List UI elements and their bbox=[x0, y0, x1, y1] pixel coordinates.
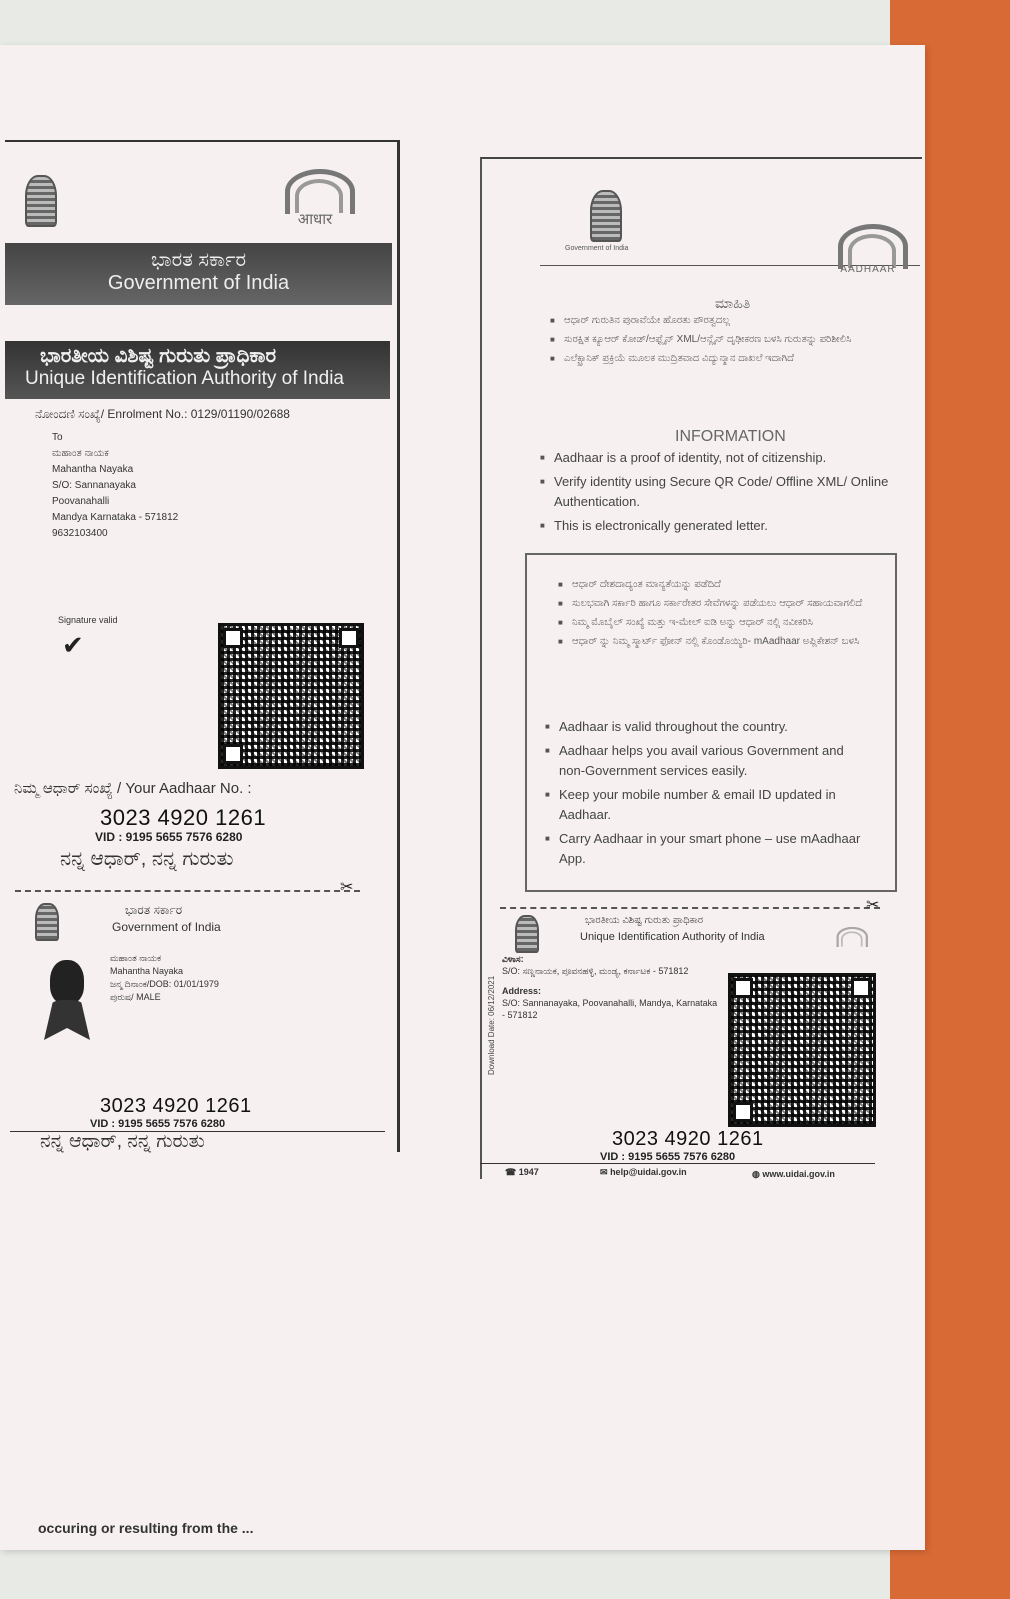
national-emblem-icon bbox=[590, 190, 622, 242]
info-kannada-list bbox=[550, 313, 880, 370]
address-line: ಮಹಾಂತ ನಾಯಕ bbox=[52, 448, 109, 459]
address-line: S/O: Sannanayaka bbox=[52, 480, 136, 491]
tagline: ನನ್ನ ಆಧಾರ್, ನನ್ನ ಗುರುತು bbox=[60, 848, 234, 870]
lower-uidai-kannada: ಭಾರತೀಯ ವಿಶಿಷ್ಟ ಗುರುತು ಪ್ರಾಧಿಕಾರ bbox=[585, 915, 704, 926]
lower-aadhaar-number: 3023 4920 1261 bbox=[100, 1095, 252, 1117]
aadhaar-watermark-icon bbox=[832, 925, 868, 946]
list-item: ■ Aadhaar is a proof of identity, not of citizenship. bbox=[540, 448, 915, 468]
list-item: ■ Carry Aadhaar in your smart phone – use mAadhaar App. bbox=[545, 829, 865, 869]
back-address bbox=[502, 953, 722, 1021]
qr-code bbox=[728, 973, 876, 1127]
holder-line: Mahantha Nayaka bbox=[110, 966, 184, 976]
address-line: Mahantha Nayaka bbox=[52, 464, 134, 475]
scissors-icon: ✂ bbox=[866, 897, 880, 914]
footer-email bbox=[600, 1167, 687, 1178]
aadhaar-number: 3023 4920 1261 bbox=[100, 805, 267, 830]
uidai-banner bbox=[5, 341, 390, 399]
aadhaar-logo-icon bbox=[828, 220, 908, 275]
aadhaar-logo-icon bbox=[275, 165, 355, 228]
national-emblem-icon bbox=[35, 903, 59, 941]
list-item: ■ ಸುಲಭವಾಗಿ ಸರ್ಕಾರಿ ಹಾಗೂ ಸರ್ಕಾರೇತರ ಸೇವೆಗಳನ್ನು ಪಡೆಯಲು ಆಧಾರ್ ಸಹಾಯವಾಗಲಿದೆ bbox=[558, 596, 878, 611]
cut-line bbox=[15, 890, 360, 892]
info-kannada-title: ಮಾಹಿತಿ bbox=[715, 295, 751, 311]
list-item: ■ ಆಧಾರ್ ಗುರುತಿನ ಪುರಾವೆಯೇ ಹೊರತು ಪೌರತ್ವದಲ್ಲ bbox=[550, 313, 880, 328]
information-list bbox=[540, 448, 915, 540]
list-item: ■ Keep your mobile number & email ID updated in Aadhaar. bbox=[545, 785, 865, 825]
lower-uidai-english: Unique Identification Authority of India bbox=[580, 931, 765, 943]
national-emblem-icon bbox=[515, 915, 539, 953]
address-line: Poovanahalli bbox=[52, 496, 110, 507]
holder-photo bbox=[40, 960, 92, 1042]
holder-line: ಜನ್ಮ ದಿನಾಂಕ/DOB: 01/01/1979 bbox=[110, 979, 219, 989]
benefits-kannada-list bbox=[558, 577, 878, 653]
aadhaar-logo-text: AADHAAR bbox=[840, 264, 896, 275]
footer-web bbox=[752, 1169, 835, 1180]
holder-line: ಮಹಾಂತ ನಾಯಕ bbox=[110, 953, 162, 963]
footer-phone bbox=[505, 1167, 539, 1178]
list-item: ■ ಆಧಾರ್ ದೇಶದಾದ್ಯಂತ ಮಾನ್ಯತೆಯನ್ನು ಪಡೆದಿದೆ bbox=[558, 577, 878, 592]
footer-email-address: help@uidai.gov.in bbox=[610, 1167, 687, 1177]
qr-code bbox=[218, 623, 364, 769]
government-banner bbox=[5, 243, 392, 305]
scissors-icon: ✂ bbox=[340, 879, 354, 896]
lower-gov-english: Government of India bbox=[112, 920, 221, 934]
list-item: ■ ಎಲೆಕ್ಟ್ರಾನಿಕ್ ಪ್ರಕ್ರಿಯೆ ಮೂಲಕ ಮುದ್ರಿತವಾದ ವಿದ್ಯುನ್ಮಾನ ದಾಖಲೆ ಇದಾಗಿದೆ bbox=[550, 351, 880, 366]
vid-number: VID : 9195 5655 7576 6280 bbox=[95, 830, 243, 844]
back-vid-number: VID : 9195 5655 7576 6280 bbox=[600, 1151, 736, 1163]
footer-phone-number: 1947 bbox=[518, 1167, 539, 1177]
national-emblem-icon bbox=[25, 175, 57, 227]
bottom-cutoff-text: occuring or resulting from the ... bbox=[38, 1520, 254, 1536]
lower-vid-number: VID : 9195 5655 7576 6280 bbox=[90, 1118, 226, 1130]
document-page bbox=[0, 45, 925, 1550]
list-item: ■ ಸುರಕ್ಷಿತ ಕ್ಯೂಆರ್ ಕೋಡ್/ಆಫ್ಲೈನ್ XML/ಆನ್ಲೈನ್ ದೃಢೀಕರಣ ಬಳಸಿ ಗುರುತನ್ನು ಪರಿಶೀಲಿಸಿ bbox=[550, 332, 880, 347]
list-item: ■ ನಿಮ್ಮ ಮೊಬೈಲ್ ಸಂಖ್ಯೆ ಮತ್ತು ಇ-ಮೇಲ್ ಐಡಿ ಅನ್ನು ಆಧಾರ್ ನಲ್ಲಿ ನವೀಕರಿಸಿ bbox=[558, 615, 878, 630]
holder-line: ಪುರುಷ/ MALE bbox=[110, 992, 161, 1002]
address-line: To bbox=[52, 432, 63, 443]
benefits-list bbox=[545, 717, 865, 873]
cut-line bbox=[500, 907, 880, 909]
your-aadhaar-label: ನಿಮ್ಮ ಆಧಾರ್ ಸಂಖ್ಯೆ / Your Aadhaar No. : bbox=[14, 780, 252, 797]
emblem-caption: Government of India bbox=[565, 245, 629, 252]
address-line: 9632103400 bbox=[52, 528, 108, 539]
information-title: INFORMATION bbox=[675, 428, 786, 445]
list-item: ■ Aadhaar is valid throughout the country. bbox=[545, 717, 865, 737]
gov-kannada: ಭಾರತ ಸರ್ಕಾರ bbox=[150, 249, 247, 271]
uidai-kannada: ಭಾರತೀಯ ವಿಶಿಷ್ಟ ಗುರುತು ಪ್ರಾಧಿಕಾರ bbox=[40, 345, 277, 367]
enrolment-number: ನೋಂದಣಿ ಸಂಖ್ಯೆ/ Enrolment No.: 0129/01190/02688 bbox=[35, 407, 290, 421]
divider bbox=[480, 1163, 875, 1164]
gov-english: Government of India bbox=[107, 272, 290, 294]
list-item: ■ Verify identity using Secure QR Code/ Offline XML/ Online Authentication. bbox=[540, 472, 915, 512]
phone-icon: ☎ bbox=[505, 1167, 517, 1177]
address-line: Mandya Karnataka - 571812 bbox=[52, 512, 179, 523]
list-item: ■ Aadhaar helps you avail various Government and non-Government services easily. bbox=[545, 741, 865, 781]
checkmark-icon: ✔ bbox=[62, 630, 84, 660]
lower-tagline: ನನ್ನ ಆಧಾರ್, ನನ್ನ ಗುರುತು bbox=[40, 1131, 205, 1152]
lower-gov-kannada: ಭಾರತ ಸರ್ಕಾರ bbox=[125, 903, 183, 917]
download-date: Download Date: 06/12/2021 bbox=[487, 975, 496, 1075]
list-item: ■ ಆಧಾರ್ ನ್ನು ನಿಮ್ಮ ಸ್ಮಾರ್ಟ್ ಫೋನ್ ನಲ್ಲಿ ಕೊಂಡೊಯ್ಯಿರಿ- mAadhaar ಅಪ್ಲಿಕೇಶನ್ ಬಳಸಿ bbox=[558, 634, 878, 649]
globe-icon: ◍ bbox=[752, 1169, 760, 1179]
uidai-english: Unique Identification Authority of India bbox=[25, 368, 344, 389]
recipient-address bbox=[52, 430, 178, 542]
list-item: ■ This is electronically generated letter. bbox=[540, 516, 915, 536]
holder-details bbox=[110, 952, 219, 1004]
aadhaar-logo-text: आधार bbox=[297, 211, 333, 228]
signature-label: Signature valid bbox=[58, 615, 118, 625]
email-icon: ✉ bbox=[600, 1167, 608, 1177]
address-label: Address: bbox=[502, 986, 542, 996]
back-aadhaar-number: 3023 4920 1261 bbox=[612, 1128, 764, 1150]
footer-website: www.uidai.gov.in bbox=[762, 1169, 835, 1179]
address-value: S/O: Sannanayaka, Poovanahalli, Mandya, Karnataka - 571812 bbox=[502, 998, 718, 1020]
address-kannada: S/O: ಸಣ್ಣನಾಯಕ, ಪೂವನಹಳ್ಳಿ, ಮಂಡ್ಯ, ಕರ್ನಾಟಕ - 571812 bbox=[502, 966, 689, 976]
address-kannada-label: ವಿಳಾಸ: bbox=[502, 954, 524, 964]
